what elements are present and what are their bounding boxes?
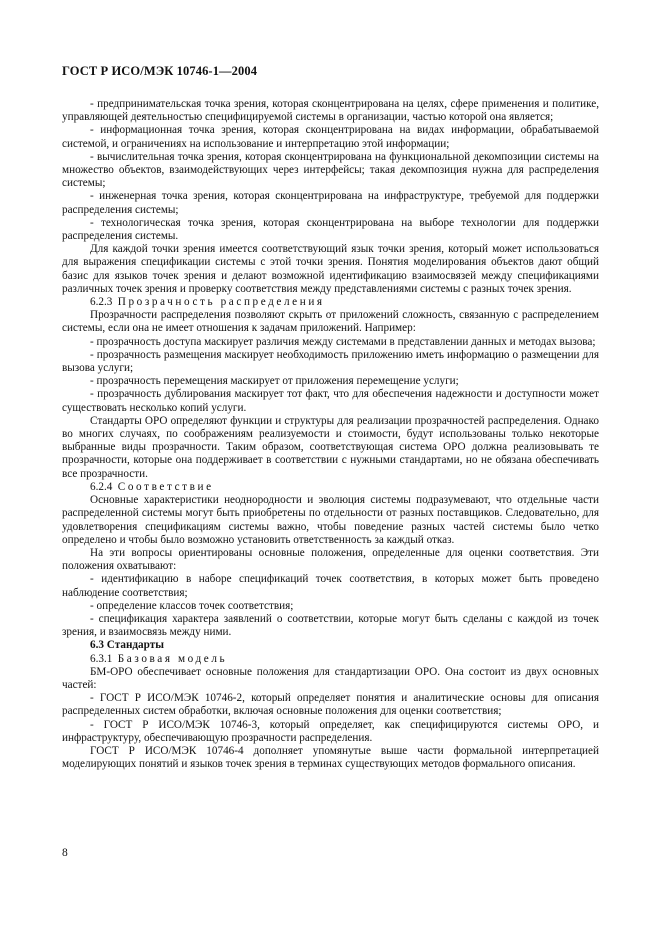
section-title: Прозрачность распределения xyxy=(117,296,325,309)
paragraph: - прозрачность доступа маскирует различия между системами в представлении данных и методах вызова; xyxy=(90,335,596,348)
paragraph: БМ-ОРО обеспечивает основные положения для стандартизации ОРО. Она состоит из двух основных частей: xyxy=(62,665,599,691)
page-number: 8 xyxy=(62,847,68,859)
paragraph: - прозрачность перемещения маскирует от приложения перемещение услуги; xyxy=(90,375,459,388)
document-header: ГОСТ Р ИСО/МЭК 10746-1—2004 xyxy=(62,64,258,78)
paragraph: - определение классов точек соответствия; xyxy=(90,599,294,612)
section-title: Соответствие xyxy=(117,480,214,493)
section-heading-6-2-4 xyxy=(62,481,599,494)
section-title: Базовая модель xyxy=(117,652,228,665)
section-number: 6.3.1 xyxy=(90,652,113,665)
section-heading-6-3: 6.3 Стандарты xyxy=(90,639,164,652)
paragraph: - спецификация характера заявлений о соответствии, которые могут быть сделаны с каждой из точек зрения, и взаимосвязь между ними. xyxy=(62,612,599,639)
paragraph: - ГОСТ Р ИСО/МЭК 10746-2, который определяет понятия и аналитические основы для описания распределенных систем обработки, включая основные положения для оценки соответствия; xyxy=(62,692,599,718)
paragraph: - технологическая точка зрения, которая сконцентрирована на выборе технологии для поддержки распределения системы. xyxy=(62,216,599,243)
section-heading-6-3-1 xyxy=(62,653,599,666)
paragraph: - прозрачность дублирования маскирует тот факт, что для обеспечения надежности и доступности может существовать несколько копий услуги. xyxy=(62,388,599,414)
paragraph: - вычислительная точка зрения, которая сконцентрирована на функциональной декомпозиции системы на множество объектов, взаимодействующих через интерфейсы; такая декомпозиция нужна для распределения системы; xyxy=(62,150,599,190)
paragraph: На эти вопросы ориентированы основные положения, определенные для оценки соответствия. Эти положения охватывают: xyxy=(62,546,599,573)
paragraph: Основные характеристики неоднородности и эволюция системы подразумевают, что отдельные части распределенной системы могут быть приобретены по отдельности от разных поставщиков. Следовательно, для удовлетворения спецификациям системы важно, чтобы поведение разных частей системы было четко определено и чтобы было возможно установить ответственность за каждый отказ. xyxy=(62,494,599,546)
section-number: 6.2.3 xyxy=(90,296,113,309)
paragraph: - инженерная точка зрения, которая сконцентрирована на инфраструктуре, требуемой для поддержки распределения системы; xyxy=(62,190,599,216)
paragraph: - прозрачность размещения маскирует необходимость приложению иметь информацию о размещении для вызова услуги; xyxy=(62,348,599,375)
page-body xyxy=(62,98,599,771)
section-number: 6.2.4 xyxy=(90,480,113,493)
paragraph: - идентификацию в наборе спецификаций точек соответствия, в которых может быть проведено наблюдение соответствия; xyxy=(62,573,599,599)
paragraph: ГОСТ Р ИСО/МЭК 10746-4 дополняет упомянутые выше части формальной интерпретацией моделирующих понятий и языков точек зрения в терминах существующих методов формального описания. xyxy=(62,744,599,771)
paragraph: - ГОСТ Р ИСО/МЭК 10746-3, который определяет, как специфицируются системы ОРО, и инфраструктуру, обеспечивающую прозрачности распределения. xyxy=(62,718,599,744)
paragraph: Стандарты ОРО определяют функции и структуры для реализации прозрачностей распределения. Однако во многих случаях, по соображениям реализуемости и стоимости, будут использованы только некоторые выбранные виды прозрачности. Таким образом, соответствующая система ОРО должна реализовывать те прозрачности, которые она поддерживает в соответствии с нужными стандартами, но не обязана обеспечивать все прозрачности. xyxy=(62,414,599,480)
paragraph: - предпринимательская точка зрения, которая сконцентрирована на целях, сфере применения и политике, управляющей деятельностью специфицируемой системы в организации, частью которой она является; xyxy=(62,98,599,124)
section-heading-6-2-3 xyxy=(62,296,599,309)
paragraph: - информационная точка зрения, которая сконцентрирована на видах информации, обрабатываемой системой, и ограничениях на использование и интерпретацию этой информации; xyxy=(62,124,599,150)
paragraph: Для каждой точки зрения имеется соответствующий язык точки зрения, который может использоваться для выражения спецификации системы с этой точки зрения. Понятия моделирования объектов дают общий базис для языков точек зрения и делают возможной идентификацию взаимосвязей между спецификациями различных точек зрения и проверку соответствия между представлениями системы с разных точек зрения. xyxy=(62,243,599,295)
paragraph: Прозрачности распределения позволяют скрыть от приложений сложность, связанную с распределением системы, если она не имеет отношения к задачам приложений. Например: xyxy=(62,309,599,335)
